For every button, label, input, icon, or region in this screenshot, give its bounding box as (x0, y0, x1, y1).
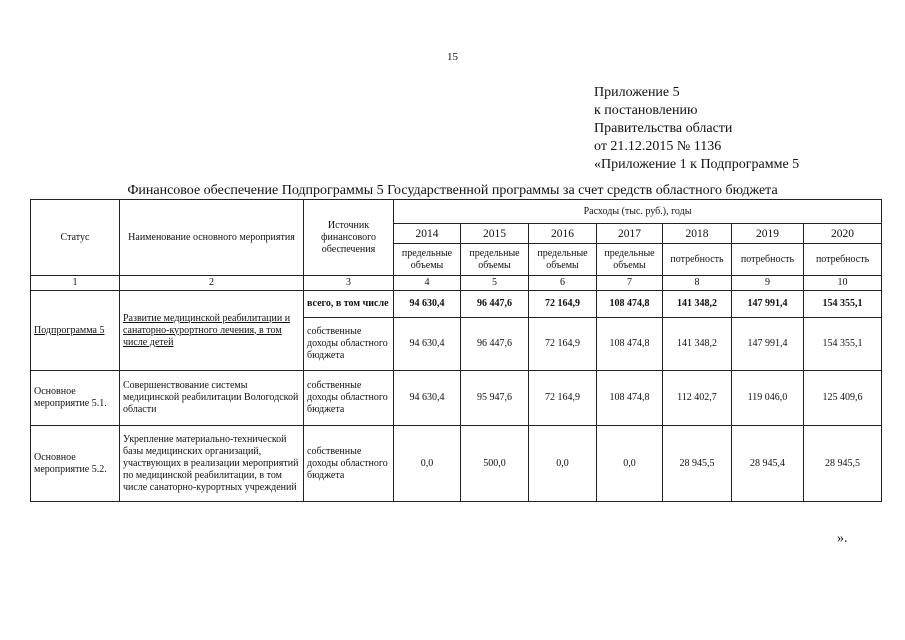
value-cell: 96 447,6 (461, 318, 529, 371)
header-year: 2014 (394, 224, 461, 244)
value-cell: 119 046,0 (732, 371, 804, 426)
document-title: Финансовое обеспечение Подпрограммы 5 Государственной программы за счет средств областного бюджета (127, 183, 778, 198)
value-cell: 95 947,6 (461, 371, 529, 426)
value-cell: 72 164,9 (529, 318, 597, 371)
value-cell: 500,0 (461, 426, 529, 502)
appendix-line: Приложение 5 (594, 85, 680, 100)
header-year: 2017 (597, 224, 663, 244)
header-year: 2020 (804, 224, 882, 244)
value-cell: 108 474,8 (597, 291, 663, 318)
value-cell: 28 945,5 (663, 426, 732, 502)
column-number: 3 (304, 276, 394, 291)
value-cell: 28 945,4 (732, 426, 804, 502)
page-number: 15 (447, 51, 458, 63)
value-cell: 0,0 (597, 426, 663, 502)
value-cell: 108 474,8 (597, 318, 663, 371)
column-number: 7 (597, 276, 663, 291)
header-subheader: предельные объемы (529, 244, 597, 276)
value-cell: 94 630,4 (394, 318, 461, 371)
appendix-line: «Приложение 1 к Подпрограмме 5 (594, 157, 800, 172)
status-cell: Основное мероприятие 5.1. (31, 371, 120, 426)
value-cell: 141 348,2 (663, 291, 732, 318)
value-cell: 147 991,4 (732, 291, 804, 318)
column-number: 2 (120, 276, 304, 291)
column-number: 9 (732, 276, 804, 291)
value-cell: 94 630,4 (394, 291, 461, 318)
value-cell: 147 991,4 (732, 318, 804, 371)
header-subheader: потребность (663, 244, 732, 276)
header-year: 2019 (732, 224, 804, 244)
value-cell: 0,0 (394, 426, 461, 502)
source-cell: собственные доходы областного бюджета (304, 318, 394, 371)
closing-quote: ». (837, 531, 848, 546)
value-cell: 154 355,1 (804, 318, 882, 371)
column-number: 4 (394, 276, 461, 291)
header-subheader: предельные объемы (394, 244, 461, 276)
value-cell: 28 945,5 (804, 426, 882, 502)
appendix-line: Правительства области (594, 121, 733, 136)
value-cell: 94 630,4 (394, 371, 461, 426)
header-status: Статус (31, 200, 120, 276)
column-number: 5 (461, 276, 529, 291)
value-cell: 112 402,7 (663, 371, 732, 426)
status-text: Подпрограмма 5 (34, 324, 105, 336)
activity-name-cell (120, 291, 304, 371)
appendix-block (594, 84, 799, 174)
value-cell: 72 164,9 (529, 291, 597, 318)
financing-table (30, 199, 882, 502)
value-cell: 96 447,6 (461, 291, 529, 318)
header-name: Наименование основного мероприятия (120, 200, 304, 276)
header-subheader: предельные объемы (461, 244, 529, 276)
column-number: 10 (804, 276, 882, 291)
header-year: 2016 (529, 224, 597, 244)
header-subheader: потребность (804, 244, 882, 276)
value-cell: 72 164,9 (529, 371, 597, 426)
status-cell: Основное мероприятие 5.2. (31, 426, 120, 502)
activity-name: Развитие медицинской реабилитации и санаторно-курортного лечения, в том числе детей (123, 312, 291, 348)
source-cell: собственные доходы областного бюджета (304, 371, 394, 426)
status-cell (31, 291, 120, 371)
activity-name-cell: Совершенствование системы медицинской реабилитации Вологодской области (120, 371, 304, 426)
column-number: 1 (31, 276, 120, 291)
header-source: Источник финансового обеспечения (304, 200, 394, 276)
appendix-line: к постановлению (594, 103, 698, 118)
value-cell: 141 348,2 (663, 318, 732, 371)
column-number: 6 (529, 276, 597, 291)
value-cell: 154 355,1 (804, 291, 882, 318)
header-expenses: Расходы (тыс. руб.), годы (394, 200, 882, 224)
activity-name-cell: Укрепление материально-технической базы медицинских организаций, участвующих в реализации мероприятий по медицинской реабилитации, в том числе санаторно-курортных учреждений (120, 426, 304, 502)
value-cell: 0,0 (529, 426, 597, 502)
total-label: всего, в том числе (304, 291, 394, 318)
header-subheader: потребность (732, 244, 804, 276)
appendix-line: от 21.12.2015 № 1136 (594, 139, 722, 154)
header-year: 2018 (663, 224, 732, 244)
header-subheader: предельные объемы (597, 244, 663, 276)
value-cell: 125 409,6 (804, 371, 882, 426)
value-cell: 108 474,8 (597, 371, 663, 426)
header-year: 2015 (461, 224, 529, 244)
column-number: 8 (663, 276, 732, 291)
source-cell: собственные доходы областного бюджета (304, 426, 394, 502)
